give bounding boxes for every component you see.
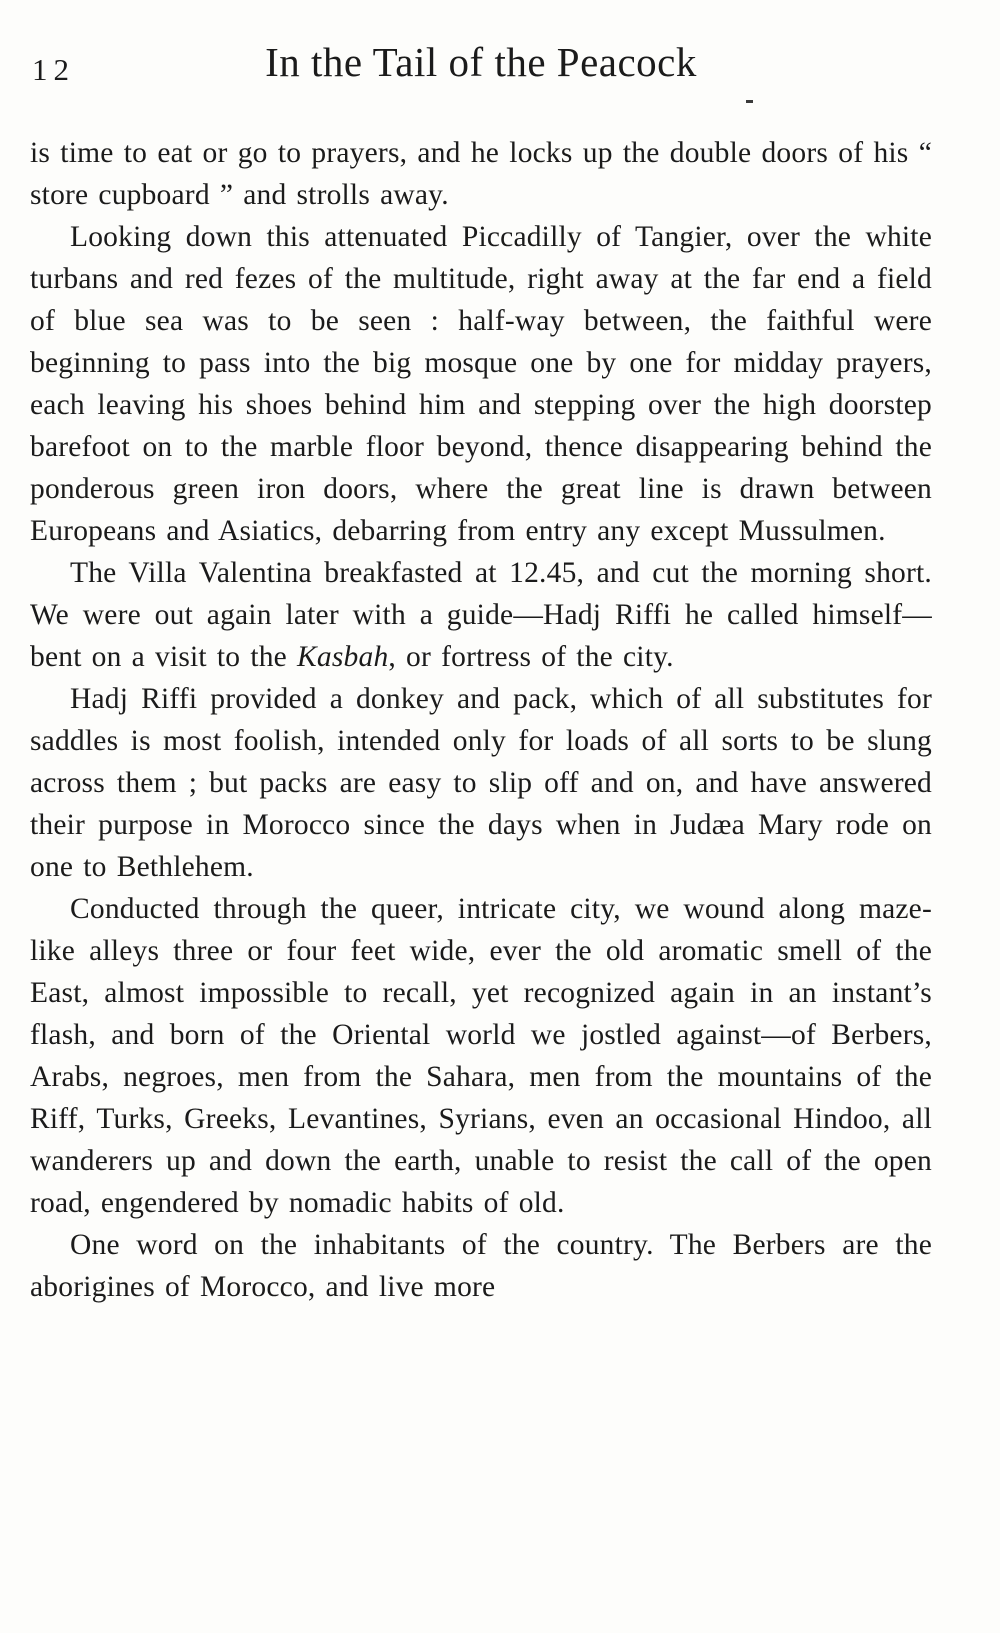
text-run: Hadj Riffi provided a donkey and pack, which of all substitutes for saddles is most foolish, intended only for loads of all sorts to be slung across them ; but packs are easy to slip off and on, and have answered their purpose in Morocco since the days when in Judæa Mary rode on one to Bethlehem.	[30, 683, 932, 883]
text-run: Conducted through the queer, intricate city, we wound along maze-like alleys three or four feet wide, ever the old aromatic smell of the East, almost impossible to recall, yet recognized again in an instant’s flash, and born of the Oriental world we jostled against—of Berbers, Arabs, negroes, men from the Sahara, men from the mountains of the Riff, Turks, Greeks, Levantines, Syrians, even an occasional Hindoo, all wanderers up and down the earth, unable to resist the call of the open road, engendered by nomadic habits of old.	[30, 893, 932, 1219]
text-run: The Villa Valentina breakfasted at 12.45, and cut the morning short. We were out again later with a guide—Hadj Riffi he called himself—bent on a visit to the	[30, 557, 932, 673]
paragraph	[30, 552, 932, 678]
paragraph	[30, 1224, 932, 1308]
paragraph	[30, 132, 932, 216]
text-run: , or fortress of the city.	[388, 641, 674, 673]
text-run: is time to eat or go to prayers, and he locks up the double doors of his “ store cupboard ” and strolls away.	[30, 137, 932, 211]
scan-artifact	[746, 100, 753, 103]
page-number: 12	[32, 52, 75, 87]
italic-text-run: Kasbah	[297, 641, 389, 673]
paragraph	[30, 888, 932, 1224]
text-run: One word on the inhabitants of the country. The Berbers are the aborigines of Morocco, and live more	[30, 1229, 932, 1303]
page-body	[30, 132, 932, 1308]
text-run: Looking down this attenuated Piccadilly of Tangier, over the white turbans and red fezes of the multitude, right away at the far end a field of blue sea was to be seen : half-way between, the faithful were beginning to pass into the big mosque one by one for midday prayers, each leaving his shoes behind him and stepping over the high doorstep barefoot on to the marble floor beyond, thence disappearing behind the ponderous green iron doors, where the great line is drawn between Europeans and Asiatics, debarring from entry any except Mussulmen.	[30, 221, 932, 547]
page-header	[30, 38, 932, 110]
paragraph	[30, 678, 932, 888]
running-title: In the Tail of the Peacock	[265, 39, 697, 85]
paragraph	[30, 216, 932, 552]
